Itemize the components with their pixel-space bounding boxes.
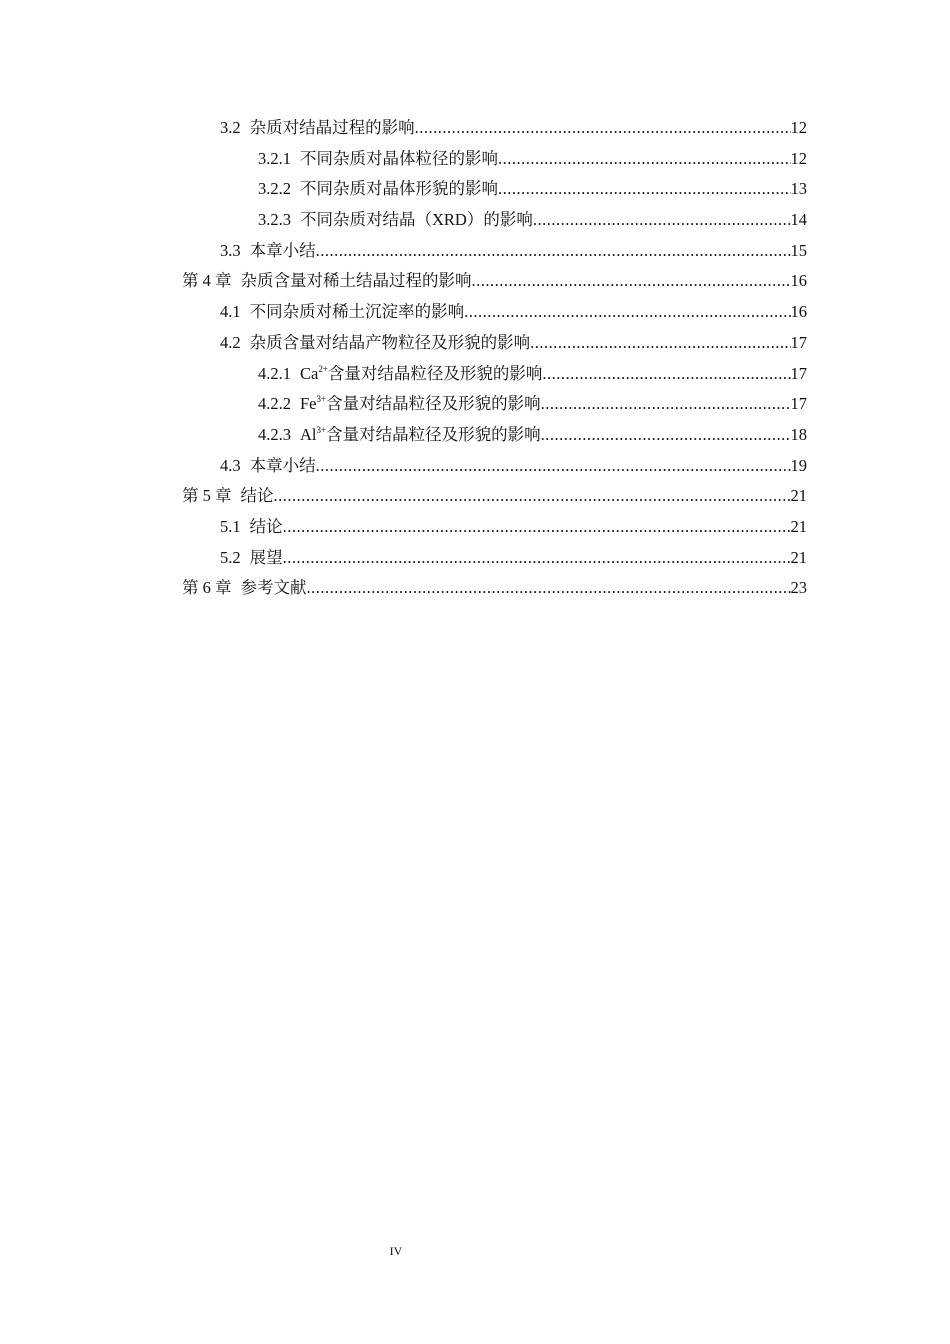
dot-leader — [498, 144, 791, 175]
toc-entry[interactable] — [0, 266, 950, 297]
dot-leader — [283, 512, 791, 543]
toc-entry-page: 15 — [790, 240, 807, 260]
toc-entry-label: 不同杂质对晶体粒径的影响 — [300, 148, 498, 168]
toc-entry-page: 21 — [790, 516, 807, 536]
toc-entry-page: 13 — [790, 179, 807, 199]
toc-entry-label: 含量对结晶粒径及形貌的影响 — [327, 363, 543, 383]
dot-leader — [542, 359, 790, 390]
toc-entry-label: 含量对结晶粒径及形貌的影响 — [326, 394, 541, 414]
toc-entry[interactable] — [0, 543, 950, 574]
toc-entry-label: 参考文献 — [240, 578, 307, 598]
toc-entry-page: 18 — [790, 424, 807, 444]
toc-entry-page: 21 — [790, 486, 807, 506]
dot-leader — [307, 573, 791, 604]
toc-entry-title — [258, 389, 541, 420]
toc-entry-number: 3.2 — [220, 118, 241, 137]
ion-symbol: Ca — [300, 363, 319, 383]
toc-entry-title — [182, 266, 472, 297]
toc-entry-label: 不同杂质对稀土沉淀率的影响 — [249, 302, 465, 322]
toc-entry-number: 3.2.2 — [258, 179, 291, 199]
toc-entry-label: 结论 — [240, 486, 274, 506]
toc-entry-number: 4.2.1 — [258, 363, 291, 383]
dot-leader — [274, 481, 791, 512]
dot-leader — [541, 420, 791, 451]
toc-entry-title — [220, 328, 530, 359]
dot-leader — [533, 205, 791, 236]
toc-entry[interactable] — [0, 512, 950, 543]
toc-entry[interactable] — [0, 420, 950, 451]
toc-entry-number: 4.2.2 — [258, 394, 291, 414]
toc-entry[interactable] — [0, 389, 950, 420]
toc-entry-number: 3.2.1 — [258, 148, 291, 168]
toc-entry-page: 21 — [790, 547, 807, 567]
dot-leader — [316, 451, 791, 482]
dot-leader — [498, 174, 791, 205]
toc-entry-title — [220, 113, 415, 144]
toc-entry-title — [258, 420, 541, 451]
toc-entry-label: 杂质含量对结晶产物粒径及形貌的影响 — [249, 332, 531, 352]
toc-entry-page: 19 — [790, 455, 807, 475]
toc-entry-page: 16 — [790, 302, 807, 322]
toc-entry-number: 3.3 — [220, 240, 241, 260]
toc-entry-label: 不同杂质对晶体形貌的影响 — [300, 179, 498, 199]
dot-leader — [530, 328, 790, 359]
toc-entry[interactable] — [0, 481, 950, 512]
toc-entry-label: 含量对结晶粒径及形貌的影响 — [326, 424, 541, 444]
ion-symbol: Al — [300, 424, 317, 444]
toc-entry-number: 3.2.3 — [258, 210, 291, 230]
ion-charge: 2+ — [318, 363, 328, 374]
dot-leader — [541, 389, 791, 420]
toc-entry[interactable] — [0, 328, 950, 359]
dot-leader — [415, 113, 791, 144]
toc-entry-page: 23 — [790, 578, 807, 598]
toc-entry-page: 17 — [790, 363, 807, 383]
toc-entry-title — [182, 573, 307, 604]
toc-entry-title — [220, 512, 283, 543]
ion-charge: 3+ — [316, 424, 327, 435]
toc-entry[interactable] — [0, 573, 950, 604]
toc-entry-title — [182, 481, 274, 512]
toc-entry-page: 14 — [790, 210, 807, 230]
ion-symbol: Fe — [300, 394, 317, 414]
ion-charge: 3+ — [316, 394, 327, 405]
dot-leader — [283, 543, 791, 574]
toc-entry-title — [220, 297, 464, 328]
toc-entry-title — [258, 144, 498, 175]
toc-entry-number: 5.1 — [220, 516, 241, 536]
toc-entry-title — [220, 543, 283, 574]
toc-entry[interactable] — [0, 359, 950, 390]
toc-entry[interactable] — [0, 205, 950, 236]
toc-entry-title — [258, 205, 533, 236]
toc-entry-label: 杂质含量对稀土结晶过程的影响 — [240, 271, 472, 291]
toc-entry-page: 17 — [790, 332, 807, 352]
toc-entry[interactable] — [0, 144, 950, 175]
toc-entry[interactable] — [0, 451, 950, 482]
toc-entry[interactable] — [0, 297, 950, 328]
toc-entry-label: 本章小结 — [249, 455, 316, 475]
toc-entry-page: 16 — [790, 271, 807, 291]
toc-entry[interactable] — [0, 113, 950, 144]
dot-leader — [316, 236, 791, 267]
dot-leader — [464, 297, 790, 328]
toc-entry-page: 17 — [790, 394, 807, 414]
toc-entry-number: 5.2 — [220, 547, 241, 567]
toc-entry-number: 第 4 章 — [182, 271, 232, 291]
toc-entry-page: 12 — [790, 118, 807, 137]
toc-entry-label: 结论 — [249, 516, 283, 536]
toc-entry-number: 4.1 — [220, 302, 241, 322]
toc-entry-title — [258, 359, 542, 390]
toc-entry-number: 4.2.3 — [258, 424, 291, 444]
toc-entry-label: 杂质对结晶过程的影响 — [249, 118, 415, 137]
toc-entry-number: 4.3 — [220, 455, 241, 475]
toc-entry-title — [220, 236, 316, 267]
toc-entry-label: 不同杂质对结晶（XRD）的影响 — [300, 210, 533, 230]
toc-entry-number: 第 5 章 — [182, 486, 232, 506]
toc-entry-page: 12 — [790, 148, 807, 168]
toc-entry[interactable] — [0, 236, 950, 267]
dot-leader — [472, 266, 791, 297]
toc-entry-label: 展望 — [249, 547, 283, 567]
toc-entry-number: 第 6 章 — [182, 578, 232, 598]
toc-entry-title — [258, 174, 498, 205]
page-footer-number: IV — [389, 1244, 403, 1258]
toc-entry[interactable] — [0, 174, 950, 205]
toc-entry-label: 本章小结 — [249, 240, 316, 260]
table-of-contents — [0, 113, 950, 604]
toc-entry-title — [220, 451, 316, 482]
toc-entry-number: 4.2 — [220, 332, 241, 352]
